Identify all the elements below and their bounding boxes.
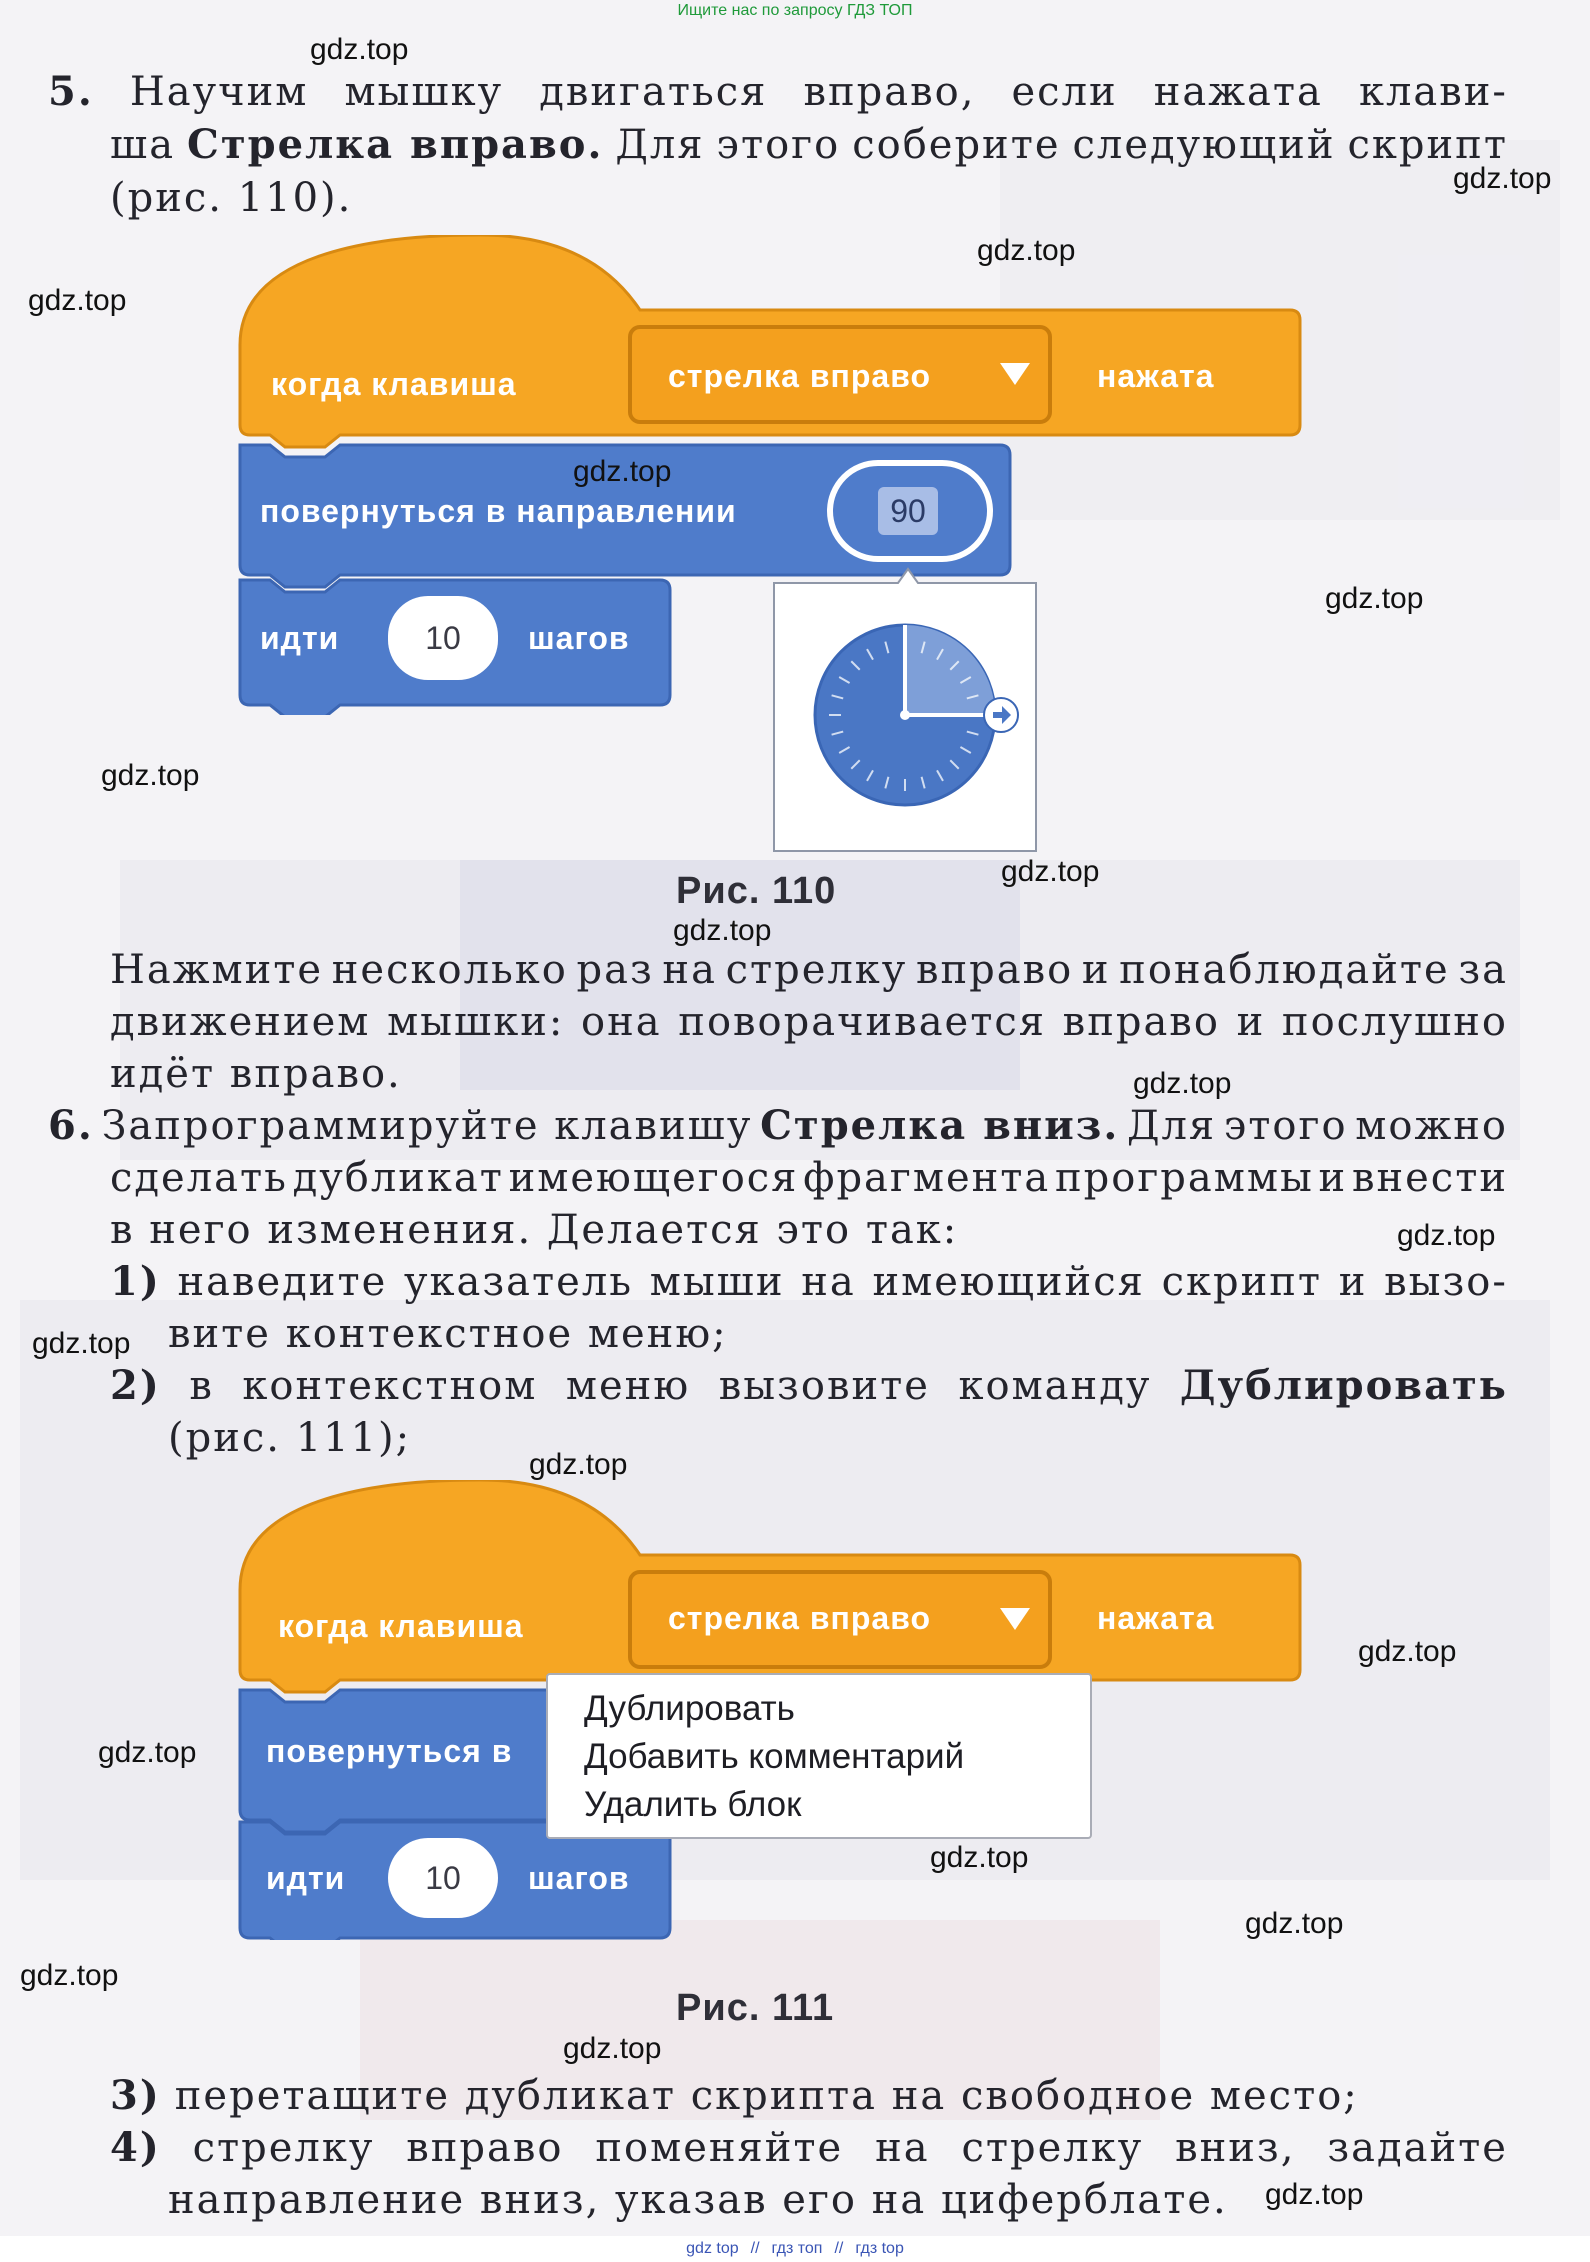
- watermark: gdz.top: [28, 284, 127, 317]
- watermark: gdz.top: [101, 759, 200, 792]
- move-label: идти: [260, 620, 340, 656]
- watermark: gdz.top: [573, 455, 672, 488]
- watermark: gdz.top: [977, 234, 1076, 267]
- steps-input[interactable]: 10: [388, 1838, 498, 1918]
- menu-item-delete-block[interactable]: Удалить блок: [584, 1785, 802, 1824]
- direction-dial-popup[interactable]: [770, 565, 1040, 855]
- watermark: gdz.top: [930, 1841, 1029, 1874]
- move-unit-label: шагов: [528, 620, 630, 656]
- turn-label: повернуться в: [266, 1733, 513, 1769]
- watermark: gdz.top: [563, 2032, 662, 2065]
- sub-step-number: 4): [110, 2124, 161, 2171]
- watermark: gdz.top: [20, 1959, 119, 1992]
- watermark: gdz.top: [1397, 1219, 1496, 1252]
- dial-handle[interactable]: [984, 698, 1018, 732]
- event-when-label: когда клавиша: [278, 1608, 524, 1644]
- event-key-label[interactable]: стрелка вправо: [668, 1600, 931, 1636]
- direction-value[interactable]: 90: [890, 493, 926, 529]
- watermark: gdz.top: [1453, 162, 1552, 195]
- figure-caption: Рис. 111: [676, 1987, 835, 2029]
- step-number: 5.: [48, 68, 94, 115]
- move-label: идти: [266, 1860, 346, 1896]
- step-number: 6.: [48, 1102, 94, 1149]
- event-pressed-label: нажата: [1097, 1600, 1215, 1636]
- key-name-bold: Стрелка вниз.: [760, 1102, 1120, 1149]
- menu-item-add-comment[interactable]: Добавить комментарий: [584, 1737, 965, 1776]
- watermark: gdz.top: [673, 914, 772, 947]
- sub-step-number: 3): [110, 2072, 161, 2119]
- steps-input[interactable]: 10: [388, 596, 498, 680]
- watermark: gdz.top: [1358, 1635, 1457, 1668]
- sub-step-number: 2): [110, 1362, 161, 1409]
- event-when-label: когда клавиша: [271, 366, 517, 402]
- sub-step-number: 1): [110, 1258, 161, 1305]
- event-pressed-label: нажата: [1097, 358, 1215, 394]
- key-name-bold: Стрелка вправо.: [187, 121, 604, 168]
- turn-label: повернуться в направлении: [260, 493, 737, 529]
- watermark: gdz.top: [1265, 2178, 1364, 2211]
- move-unit-label: шагов: [528, 1860, 630, 1896]
- watermark: gdz.top: [310, 33, 409, 66]
- menu-item-duplicate[interactable]: Дублировать: [584, 1689, 795, 1728]
- watermark: gdz.top: [1133, 1067, 1232, 1100]
- watermark: gdz.top: [98, 1736, 197, 1769]
- footer-note: gdz top // гдз топ // гдз top: [0, 2236, 1590, 2262]
- watermark: gdz.top: [1245, 1907, 1344, 1940]
- watermark: gdz.top: [1325, 582, 1424, 615]
- command-name-bold: Дублировать: [1179, 1362, 1508, 1409]
- event-key-label[interactable]: стрелка вправо: [668, 358, 931, 394]
- header-note: Ищите нас по запросу ГДЗ ТОП: [677, 2, 913, 19]
- figure-caption: Рис. 110: [676, 870, 837, 912]
- watermark: gdz.top: [529, 1448, 628, 1481]
- watermark: gdz.top: [1001, 855, 1100, 888]
- watermark: gdz.top: [32, 1327, 131, 1360]
- context-menu: [546, 1673, 1092, 1839]
